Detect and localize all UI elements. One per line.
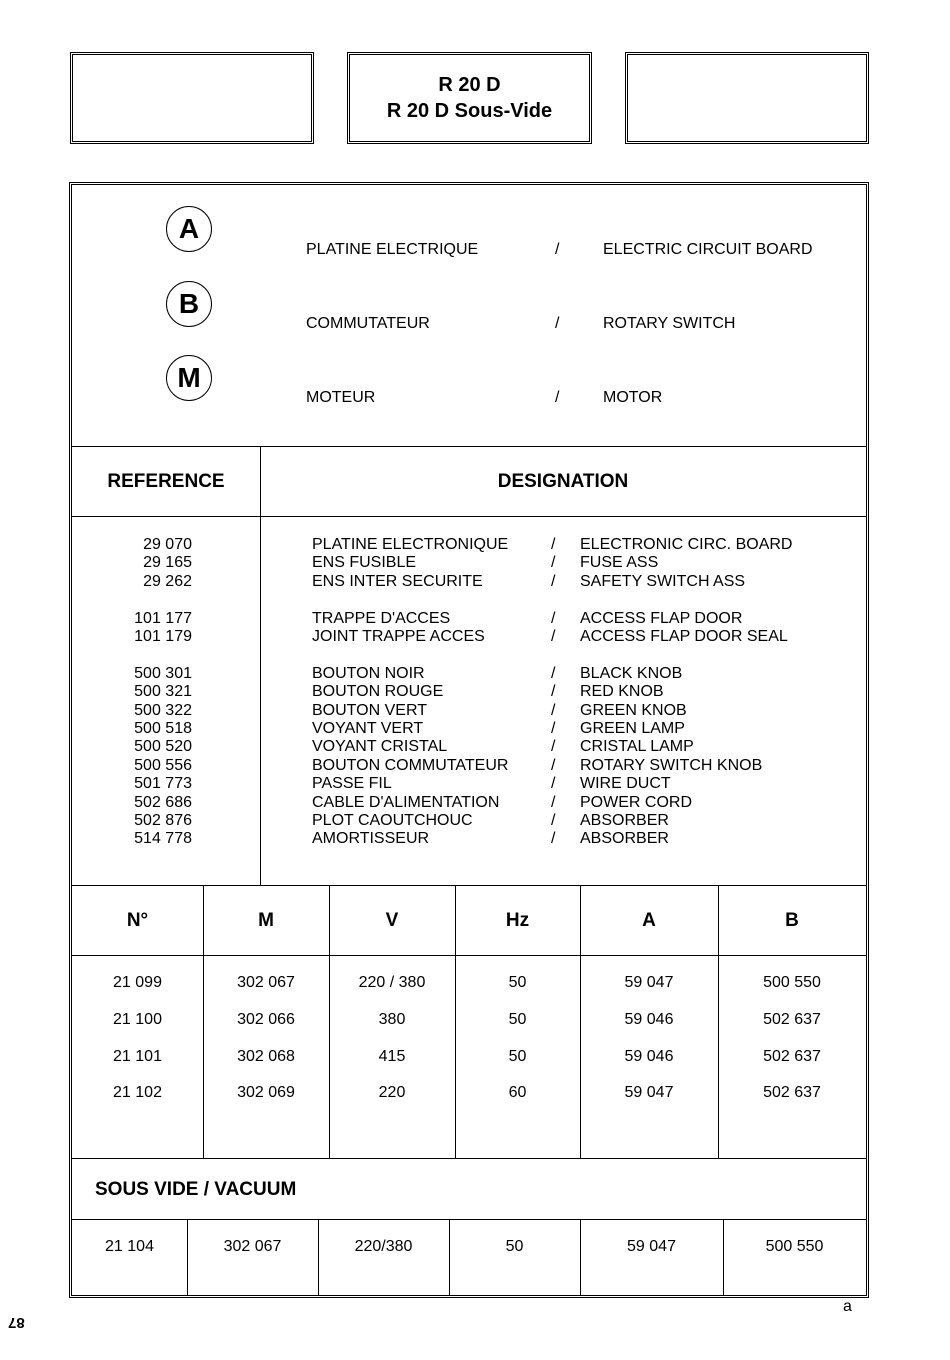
part-reference: 500 556 <box>134 756 192 774</box>
part-reference: 500 518 <box>134 720 192 737</box>
legend-fr-b: COMMUTATEUR <box>306 315 430 332</box>
column-divider <box>260 446 261 885</box>
part-reference: 29 070 <box>143 536 192 553</box>
part-sep: / <box>551 720 556 737</box>
legend-sep: / <box>555 241 560 258</box>
part-sep: / <box>551 609 556 627</box>
model-m: 302 069 <box>237 1084 295 1102</box>
part-reference: 29 262 <box>143 572 192 590</box>
part-sep: / <box>551 738 556 756</box>
vacuum-cell-m: 302 067 <box>223 1238 282 1255</box>
model-b: 502 637 <box>763 1084 821 1102</box>
part-designation-en: POWER CORD <box>580 793 692 811</box>
part-sep: / <box>551 830 556 848</box>
divider <box>72 1158 866 1159</box>
vacuum-cell-v: 220/380 <box>354 1238 413 1255</box>
model-m: 302 068 <box>237 1047 295 1065</box>
title-line-2: R 20 D Sous-Vide <box>386 100 553 122</box>
part-sep: / <box>551 554 556 572</box>
part-sep: / <box>551 793 556 811</box>
divider <box>72 1219 866 1220</box>
part-reference: 500 301 <box>134 664 192 682</box>
part-sep: / <box>551 628 556 645</box>
part-sep: / <box>551 683 556 701</box>
vacuum-cell-hz: 50 <box>505 1238 524 1255</box>
part-reference: 501 773 <box>134 775 192 793</box>
model-m: 302 067 <box>237 974 295 991</box>
legend-symbol-b: B <box>166 281 212 327</box>
part-designation-en: ABSORBER <box>580 812 669 829</box>
part-designation-fr: PASSE FIL <box>312 775 392 793</box>
model-no: 21 100 <box>113 1010 162 1028</box>
title-line-1: R 20 D <box>438 74 501 96</box>
part-reference: 514 778 <box>134 830 192 848</box>
legend-fr-m: MOTEUR <box>306 389 376 406</box>
column-header-a: A <box>642 910 656 931</box>
part-designation-fr: ENS FUSIBLE <box>312 554 417 572</box>
model-b: 500 550 <box>763 974 821 991</box>
part-designation-fr: BOUTON VERT <box>312 701 427 719</box>
part-designation-fr: BOUTON NOIR <box>312 664 425 682</box>
column-header-reference: REFERENCE <box>107 471 225 492</box>
part-designation-fr: ENS INTER SECURITE <box>312 572 483 590</box>
divider <box>72 955 866 956</box>
part-reference: 502 686 <box>134 793 192 811</box>
model-a: 59 046 <box>624 1047 674 1065</box>
legend-sep: / <box>555 389 560 406</box>
part-designation-fr: TRAPPE D'ACCES <box>312 609 451 627</box>
column-header-v: V <box>385 910 399 931</box>
part-reference: 101 177 <box>134 609 192 627</box>
part-designation-fr: PLOT CAOUTCHOUC <box>312 812 473 829</box>
legend-symbol-a: A <box>166 206 212 252</box>
model-v: 415 <box>378 1047 406 1065</box>
part-designation-fr: AMORTISSEUR <box>312 830 430 848</box>
part-reference: 500 321 <box>134 683 192 701</box>
model-no: 21 102 <box>113 1084 162 1102</box>
divider <box>72 516 866 517</box>
column-header-m: M <box>258 910 274 931</box>
page-letter: a <box>843 1298 852 1315</box>
column-divider <box>318 1219 319 1295</box>
model-b: 502 637 <box>763 1047 821 1065</box>
column-header-hz: Hz <box>505 910 530 931</box>
model-hz: 50 <box>508 1047 527 1065</box>
model-a: 59 047 <box>624 974 674 991</box>
model-hz: 50 <box>508 974 527 991</box>
model-v: 380 <box>378 1010 406 1028</box>
column-header-designation: DESIGNATION <box>497 471 629 492</box>
model-hz: 50 <box>508 1010 527 1028</box>
part-designation-en: WIRE DUCT <box>580 775 671 793</box>
part-designation-en: CRISTAL LAMP <box>580 738 694 756</box>
model-v: 220 / 380 <box>358 974 426 991</box>
part-reference: 29 165 <box>143 554 192 572</box>
part-sep: / <box>551 701 556 719</box>
part-designation-fr: JOINT TRAPPE ACCES <box>312 628 485 645</box>
part-designation-fr: VOYANT CRISTAL <box>312 738 448 756</box>
part-designation-fr: PLATINE ELECTRONIQUE <box>312 536 509 553</box>
part-designation-en: ROTARY SWITCH KNOB <box>580 756 763 774</box>
model-no: 21 099 <box>113 974 162 991</box>
part-sep: / <box>551 756 556 774</box>
part-reference: 502 876 <box>134 812 192 829</box>
part-reference: 101 179 <box>134 628 192 645</box>
column-divider <box>723 1219 724 1295</box>
part-sep: / <box>551 572 556 590</box>
column-header-b: B <box>785 910 799 931</box>
header-title-box <box>347 52 592 144</box>
part-reference: 500 322 <box>134 701 192 719</box>
part-designation-fr: CABLE D'ALIMENTATION <box>312 793 500 811</box>
part-designation-en: BLACK KNOB <box>580 664 683 682</box>
legend-en-m: MOTOR <box>603 389 663 406</box>
legend-en-b: ROTARY SWITCH <box>603 315 736 332</box>
part-designation-en: GREEN KNOB <box>580 701 687 719</box>
vacuum-cell-b: 500 550 <box>765 1238 824 1255</box>
model-hz: 60 <box>508 1084 527 1102</box>
vacuum-section-title: SOUS VIDE / VACUUM <box>95 1179 297 1200</box>
part-designation-en: ELECTRONIC CIRC. BOARD <box>580 536 793 553</box>
model-m: 302 066 <box>237 1010 295 1028</box>
model-a: 59 047 <box>624 1084 674 1102</box>
part-sep: / <box>551 536 556 553</box>
part-designation-en: ACCESS FLAP DOOR <box>580 609 743 627</box>
vacuum-cell-no: 21 104 <box>105 1238 154 1255</box>
legend-fr-a: PLATINE ELECTRIQUE <box>306 241 479 258</box>
model-b: 502 637 <box>763 1010 821 1028</box>
model-a: 59 046 <box>624 1010 674 1028</box>
part-sep: / <box>551 775 556 793</box>
part-sep: / <box>551 812 556 829</box>
part-designation-fr: BOUTON ROUGE <box>312 683 444 701</box>
model-no: 21 101 <box>113 1047 162 1065</box>
part-designation-en: SAFETY SWITCH ASS <box>580 572 746 590</box>
column-header-no: N° <box>126 910 149 931</box>
legend-en-a: ELECTRIC CIRCUIT BOARD <box>603 241 813 258</box>
part-reference: 500 520 <box>134 738 192 756</box>
header-box-right <box>625 52 869 144</box>
divider <box>72 446 866 447</box>
part-sep: / <box>551 664 556 682</box>
column-divider <box>580 1219 581 1295</box>
part-designation-fr: BOUTON COMMUTATEUR <box>312 756 509 774</box>
vacuum-cell-a: 59 047 <box>627 1238 676 1255</box>
column-divider <box>449 1219 450 1295</box>
page-number: 87 <box>8 1314 25 1331</box>
part-designation-en: GREEN LAMP <box>580 720 685 737</box>
legend-symbol-m: M <box>166 355 212 401</box>
legend-sep: / <box>555 315 560 332</box>
column-divider <box>187 1219 188 1295</box>
divider <box>72 885 866 886</box>
part-designation-en: ABSORBER <box>580 830 669 848</box>
model-v: 220 <box>378 1084 406 1102</box>
part-designation-en: FUSE ASS <box>580 554 659 572</box>
header-box-left <box>70 52 314 144</box>
part-designation-fr: VOYANT VERT <box>312 720 424 737</box>
part-designation-en: ACCESS FLAP DOOR SEAL <box>580 628 788 645</box>
part-designation-en: RED KNOB <box>580 683 664 701</box>
